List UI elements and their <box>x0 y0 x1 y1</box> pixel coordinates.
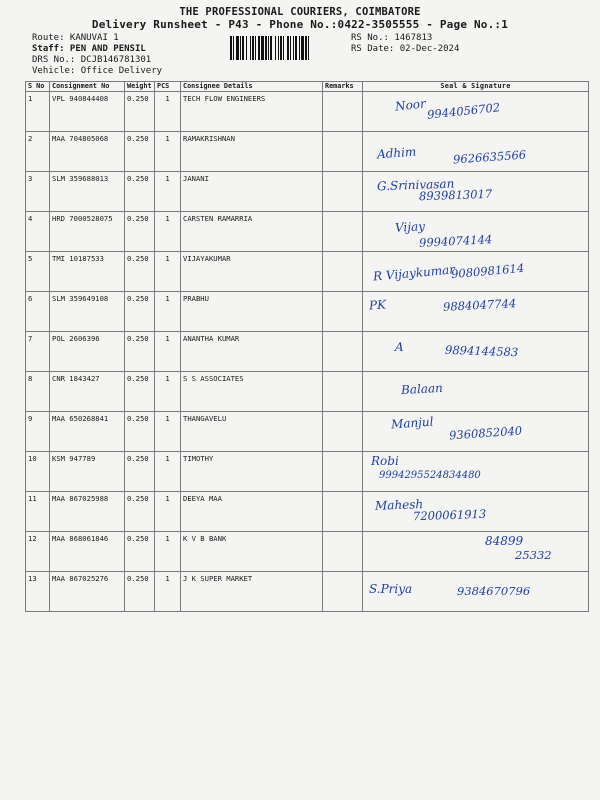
signature-phone: 8939813017 <box>418 186 493 204</box>
cell-consignment: MAA 867025988 <box>50 492 125 532</box>
cell-weight: 0.250 <box>125 452 155 492</box>
cell-sno: 8 <box>26 372 50 412</box>
cell-remarks <box>323 132 363 172</box>
handwritten-signature <box>365 454 586 491</box>
cell-sno: 4 <box>26 212 50 252</box>
cell-consignee: VIJAYAKUMAR <box>181 252 323 292</box>
cell-consignee: TECH FLOW ENGINEERS <box>181 92 323 132</box>
cell-sno: 11 <box>26 492 50 532</box>
table-row <box>26 372 589 412</box>
cell-signature <box>363 92 589 132</box>
company-title: THE PROFESSIONAL COURIERS, COIMBATORE <box>179 6 421 18</box>
cell-remarks <box>323 212 363 252</box>
handwritten-signature <box>365 534 586 571</box>
handwritten-signature <box>365 174 586 211</box>
cell-consignment: POL 2606396 <box>50 332 125 372</box>
cell-weight: 0.250 <box>125 532 155 572</box>
cell-pcs: 1 <box>155 212 181 252</box>
signature-name: Balaan <box>400 380 444 398</box>
col-header-weight: Weight <box>125 82 155 92</box>
signature-name: R Vijaykumar <box>372 262 456 284</box>
drs-text: DRS No.: DCJB146781301 <box>32 55 152 65</box>
signature-phone: 9994074144 <box>418 232 493 250</box>
cell-consignee: THANGAVELU <box>181 412 323 452</box>
table-row <box>26 212 589 252</box>
signature-name: Mahesh <box>374 497 424 513</box>
handwritten-signature <box>365 574 586 611</box>
signature-phone: 9384670796 <box>457 584 531 598</box>
cell-consignee: JANANI <box>181 172 323 212</box>
cell-signature <box>363 212 589 252</box>
cell-pcs: 1 <box>155 372 181 412</box>
signature-name: Robi <box>371 454 399 468</box>
cell-consignment: VPL 940844408 <box>50 92 125 132</box>
cell-remarks <box>323 172 363 212</box>
cell-consignee: RAMAKRISHNAN <box>181 132 323 172</box>
cell-signature <box>363 572 589 612</box>
barcode-bar <box>309 36 311 60</box>
cell-consignee: K V B BANK <box>181 532 323 572</box>
col-header-pcs: PCS <box>155 82 181 92</box>
cell-remarks <box>323 532 363 572</box>
cell-weight: 0.250 <box>125 572 155 612</box>
rs-number-text: RS No.: 1467813 <box>351 33 433 43</box>
table-row <box>26 132 589 172</box>
col-header-sno: S No <box>26 82 50 92</box>
signature-phone: 7200061913 <box>412 506 487 524</box>
cell-sno: 7 <box>26 332 50 372</box>
signature-name: Vijay <box>394 219 426 235</box>
signature-name: Adhim <box>376 144 417 162</box>
cell-remarks <box>323 572 363 612</box>
cell-pcs: 1 <box>155 572 181 612</box>
cell-consignee: PRABHU <box>181 292 323 332</box>
handwritten-signature <box>365 374 586 411</box>
cell-remarks <box>323 372 363 412</box>
col-header-consignee: Consignee Details <box>181 82 323 92</box>
cell-sno: 1 <box>26 92 50 132</box>
cell-consignment: KSM 947789 <box>50 452 125 492</box>
cell-weight: 0.250 <box>125 172 155 212</box>
signature-name: 84899 <box>485 534 524 548</box>
table-row <box>26 532 589 572</box>
cell-signature <box>363 172 589 212</box>
cell-consignment: TMI 10187533 <box>50 252 125 292</box>
cell-pcs: 1 <box>155 132 181 172</box>
cell-consignment: SLM 359649108 <box>50 292 125 332</box>
cell-consignee: S S ASSOCIATES <box>181 372 323 412</box>
cell-remarks <box>323 492 363 532</box>
cell-consignee: CARSTEN RAMARRIA <box>181 212 323 252</box>
cell-remarks <box>323 252 363 292</box>
table-row <box>26 572 589 612</box>
table-row <box>26 452 589 492</box>
cell-consignment: MAA 704805068 <box>50 132 125 172</box>
cell-pcs: 1 <box>155 492 181 532</box>
cell-pcs: 1 <box>155 532 181 572</box>
cell-pcs: 1 <box>155 332 181 372</box>
handwritten-signature <box>365 254 586 291</box>
cell-sno: 9 <box>26 412 50 452</box>
table-row <box>26 492 589 532</box>
cell-remarks <box>323 452 363 492</box>
cell-weight: 0.250 <box>125 372 155 412</box>
cell-pcs: 1 <box>155 412 181 452</box>
signature-phone: 9626635566 <box>452 147 527 167</box>
cell-consignment: MAA 868061846 <box>50 532 125 572</box>
route-text: Route: KANUVAI 1 <box>32 33 119 43</box>
cell-consignment: HRD 7000528075 <box>50 212 125 252</box>
cell-signature <box>363 292 589 332</box>
cell-weight: 0.250 <box>125 412 155 452</box>
handwritten-signature <box>365 134 586 171</box>
signature-name: G.Srinivasan <box>376 176 455 194</box>
rs-date-text: RS Date: 02-Dec-2024 <box>351 44 460 54</box>
cell-pcs: 1 <box>155 252 181 292</box>
runsheet-info-left <box>32 33 162 77</box>
cell-weight: 0.250 <box>125 132 155 172</box>
signature-phone: 9884047744 <box>442 296 517 314</box>
cell-weight: 0.250 <box>125 92 155 132</box>
cell-pcs: 1 <box>155 172 181 212</box>
cell-consignment: CNR 1843427 <box>50 372 125 412</box>
cell-consignee: DEEYA MAA <box>181 492 323 532</box>
handwritten-signature <box>365 214 586 251</box>
cell-weight: 0.250 <box>125 252 155 292</box>
cell-weight: 0.250 <box>125 332 155 372</box>
cell-signature <box>363 412 589 452</box>
cell-weight: 0.250 <box>125 212 155 252</box>
cell-consignee: J K SUPER MARKET <box>181 572 323 612</box>
signature-phone: 9994295524834480 <box>379 470 481 481</box>
cell-consignee: TIMOTHY <box>181 452 323 492</box>
runsheet-title: Delivery Runsheet - P43 - Phone No.:0422-3505555 - Page No.:1 <box>91 18 509 31</box>
signature-phone: 25332 <box>515 548 552 562</box>
cell-remarks <box>323 92 363 132</box>
cell-consignment: SLM 359688013 <box>50 172 125 212</box>
cell-consignment: MAA 650268841 <box>50 412 125 452</box>
cell-sno: 6 <box>26 292 50 332</box>
signature-name: PK <box>368 297 387 313</box>
cell-pcs: 1 <box>155 452 181 492</box>
cell-sno: 10 <box>26 452 50 492</box>
runsheet-info-right <box>351 33 459 55</box>
table-header-row <box>26 82 589 92</box>
col-header-remarks: Remarks <box>323 82 363 92</box>
cell-consignment: MAA 867025276 <box>50 572 125 612</box>
cell-sno: 2 <box>26 132 50 172</box>
cell-sno: 12 <box>26 532 50 572</box>
cell-consignee: ANANTHA KUMAR <box>181 332 323 372</box>
col-header-consignment: Consignment No <box>50 82 125 92</box>
cell-remarks <box>323 292 363 332</box>
table-row <box>26 332 589 372</box>
signature-phone: 9360852040 <box>448 423 523 443</box>
signature-name: A <box>394 339 404 355</box>
cell-sno: 13 <box>26 572 50 612</box>
handwritten-signature <box>365 494 586 531</box>
handwritten-signature <box>365 414 586 451</box>
handwritten-signature <box>365 94 586 131</box>
cell-signature <box>363 252 589 292</box>
cell-sno: 3 <box>26 172 50 212</box>
cell-pcs: 1 <box>155 92 181 132</box>
cell-pcs: 1 <box>155 292 181 332</box>
signature-phone: 9894144583 <box>444 342 519 360</box>
signature-phone: 9944056702 <box>426 100 501 122</box>
cell-signature <box>363 452 589 492</box>
cell-signature <box>363 332 589 372</box>
staff-text: Staff: PEN AND PENSIL <box>32 44 146 54</box>
signature-name: Manjul <box>390 414 434 432</box>
signature-name: S.Priya <box>369 582 413 596</box>
barcode-image <box>230 36 348 60</box>
cell-weight: 0.250 <box>125 492 155 532</box>
cell-remarks <box>323 412 363 452</box>
col-header-seal: Seal & Signature <box>363 82 589 92</box>
runsheet-table <box>25 81 589 612</box>
vehicle-text: Vehicle: Office Delivery <box>32 66 163 76</box>
cell-signature <box>363 132 589 172</box>
cell-signature <box>363 372 589 412</box>
cell-remarks <box>323 332 363 372</box>
handwritten-signature <box>365 334 586 371</box>
signature-phone: 9080981614 <box>450 260 525 282</box>
cell-signature <box>363 492 589 532</box>
table-row <box>26 292 589 332</box>
cell-signature <box>363 532 589 572</box>
cell-weight: 0.250 <box>125 292 155 332</box>
table-row <box>26 92 589 132</box>
table-row <box>26 252 589 292</box>
table-row <box>26 412 589 452</box>
cell-sno: 5 <box>26 252 50 292</box>
handwritten-signature <box>365 294 586 331</box>
signature-name: Noor <box>394 96 427 114</box>
table-row <box>26 172 589 212</box>
